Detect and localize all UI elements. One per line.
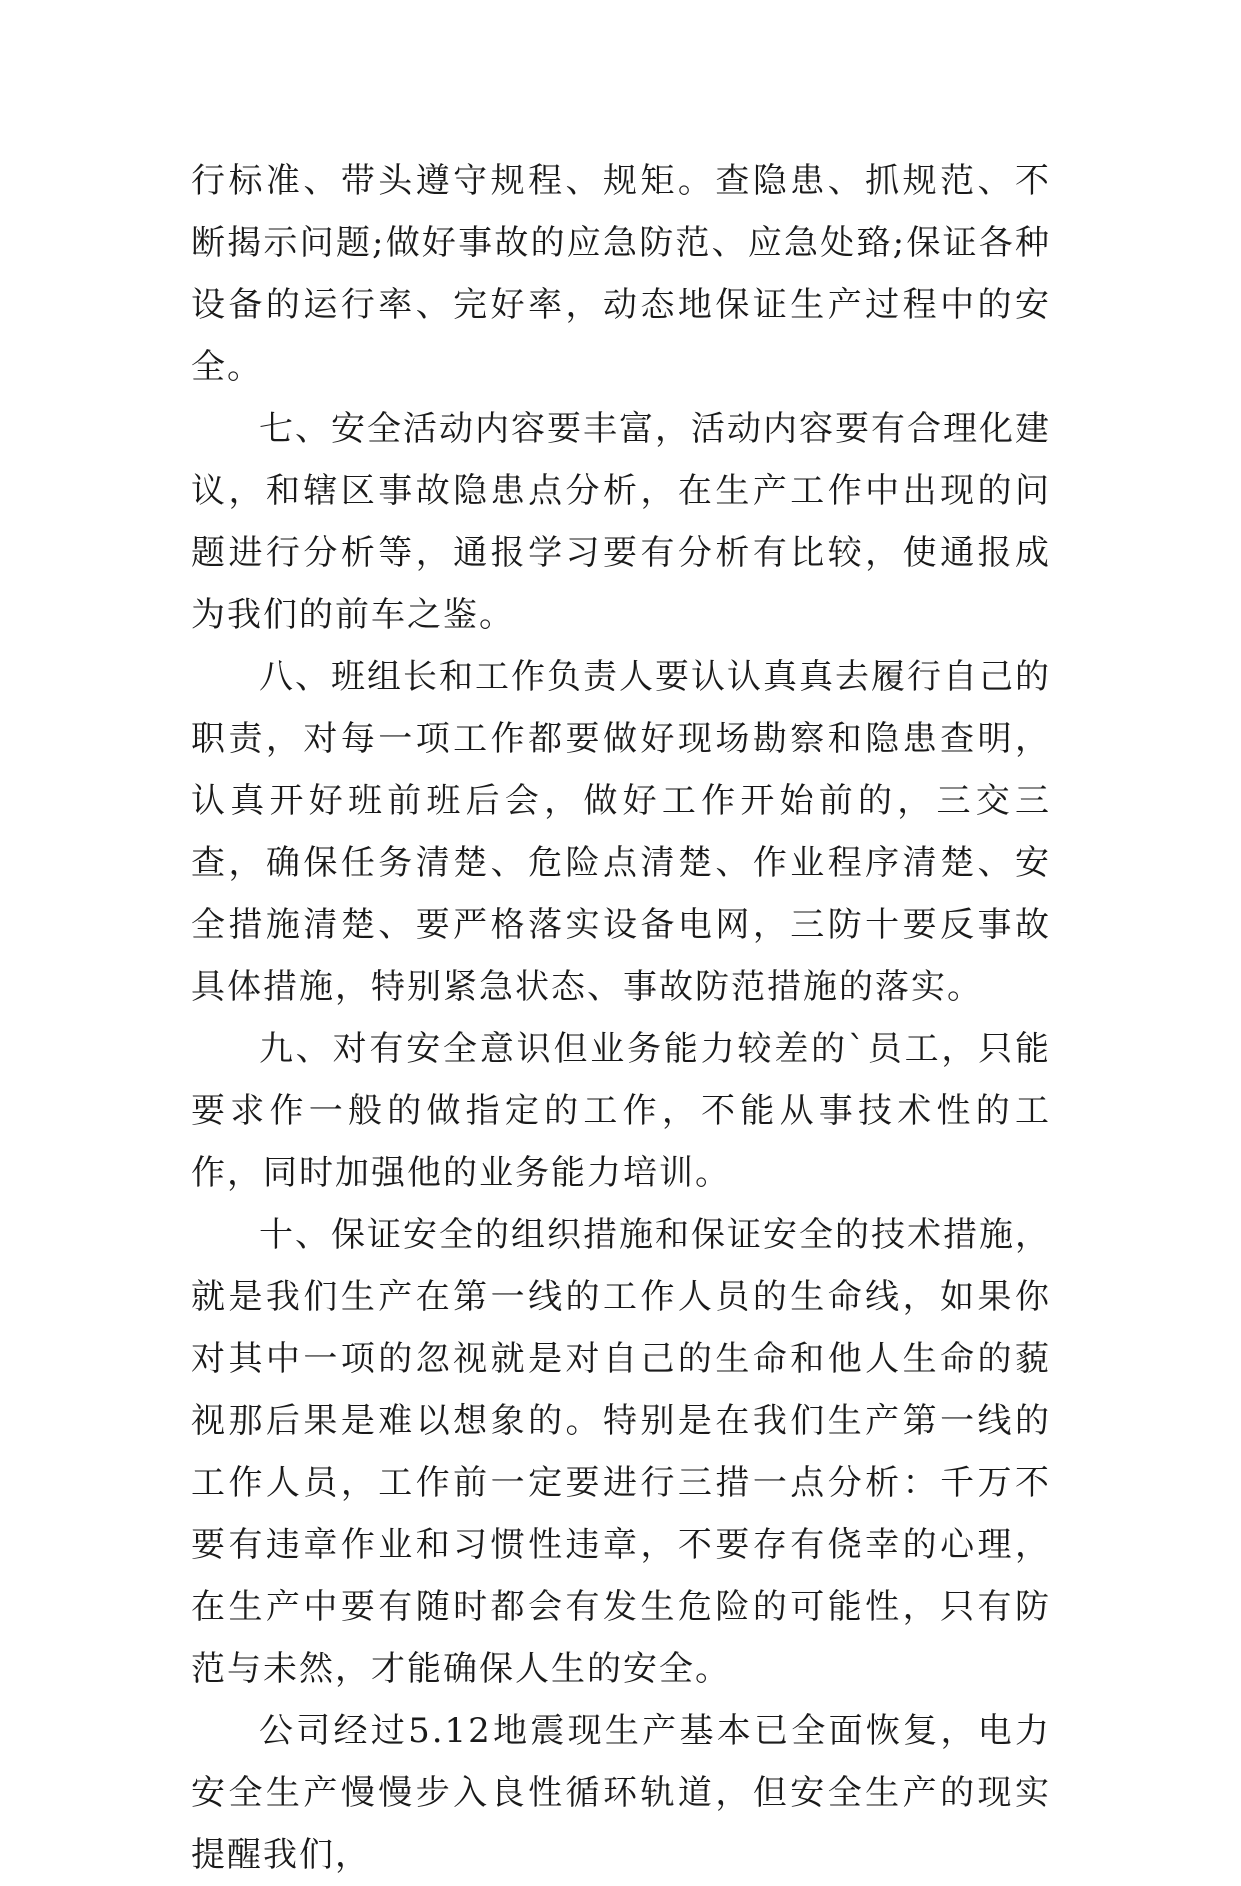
paragraph-nine: 九、对有安全意识但业务能力较差的`员工，只能要求作一般的做指定的工作，不能从事技术性的工作，同时加强他的业务能力培训。 [191, 1029, 1051, 1193]
paragraph-continued: 行标准、带头遵守规程、规矩。查隐患、抓规范、不断揭示问题;做好事故的应急防范、应急处臵;保证各种设备的运行率、完好率，动态地保证生产过程中的安全。 [191, 161, 1051, 387]
paragraph-ten: 十、保证安全的组织措施和保证安全的技术措施，就是我们生产在第一线的工作人员的生命线，如果你对其中一项的忽视就是对自己的生命和他人生命的藐视那后果是难以想象的。特别是在我们生产第一线的工作人员，工作前一定要进行三措一点分析：千万不要有违章作业和习惯性违章，不要存有侥幸的心理，在生产中要有随时都会有发生危险的可能性，只有防范与未然，才能确保人生的安全。 [191, 1215, 1051, 1689]
paragraph-closing: 公司经过5.12地震现生产基本已全面恢复，电力安全生产慢慢步入良性循环轨道，但安全生产的现实提醒我们， [191, 1711, 1051, 1875]
paragraph-seven: 七、安全活动内容要丰富，活动内容要有合理化建议，和辖区事故隐患点分析，在生产工作中出现的问题进行分析等，通报学习要有分析有比较，使通报成为我们的前车之鉴。 [191, 409, 1051, 635]
paragraph-eight: 八、班组长和工作负责人要认认真真去履行自己的职责，对每一项工作都要做好现场勘察和隐患查明，认真开好班前班后会，做好工作开始前的，三交三查，确保任务清楚、危险点清楚、作业程序清楚、安全措施清楚、要严格落实设备电网，三防十要反事故具体措施，特别紧急状态、事故防范措施的落实。 [191, 657, 1051, 1007]
document-body [191, 150, 1051, 1886]
